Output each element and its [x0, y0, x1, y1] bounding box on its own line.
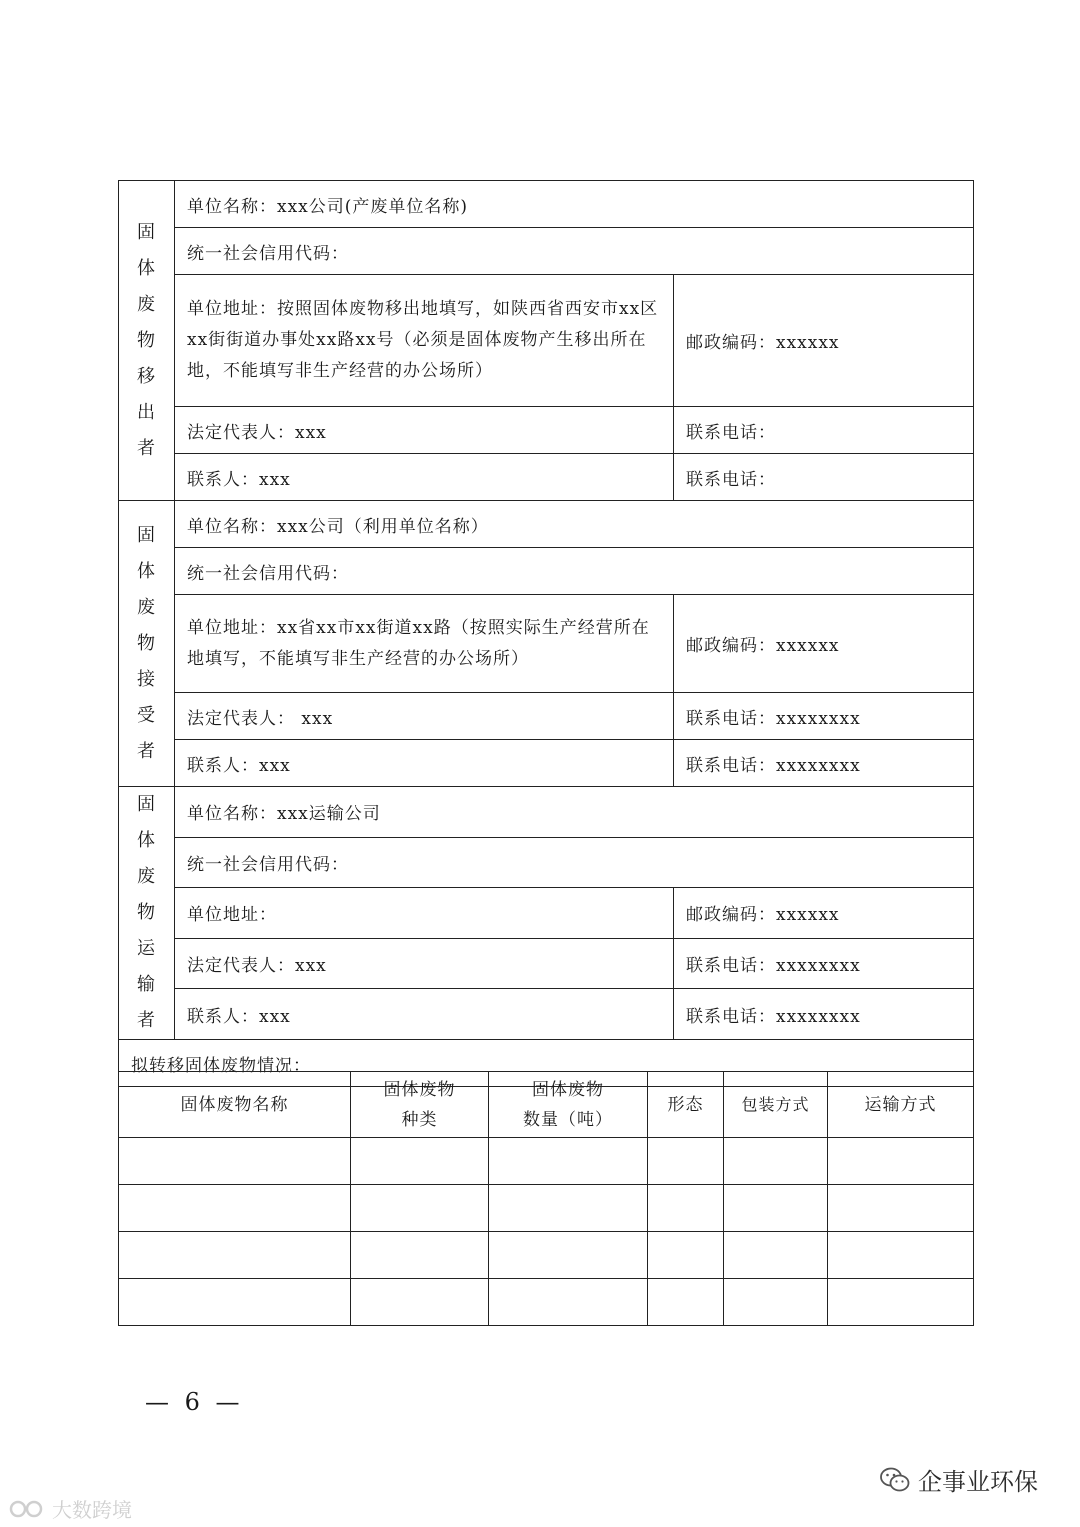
transporter-legal-rep: 法定代表人：xxx: [175, 938, 674, 989]
receiver-postcode: 邮政编码：xxxxxx: [674, 595, 974, 693]
table-cell[interactable]: [828, 1138, 974, 1185]
table-cell[interactable]: [119, 1279, 351, 1326]
watermark-left: [8, 1494, 132, 1523]
receiver-side-label: [119, 501, 175, 787]
table-cell[interactable]: [119, 1185, 351, 1232]
side-label-char: 移: [137, 365, 156, 387]
header-waste-name: 固体废物名称: [119, 1072, 351, 1138]
table-cell[interactable]: [648, 1279, 724, 1326]
transporter-unit-name: 单位名称：xxx运输公司: [175, 787, 974, 838]
table-row: [119, 1138, 974, 1185]
generator-side-label: [119, 181, 175, 501]
waste-table: [118, 1071, 974, 1326]
side-label-char: 废: [137, 596, 156, 618]
table-cell[interactable]: [648, 1232, 724, 1279]
header-transport: 运输方式: [828, 1072, 974, 1138]
table-cell[interactable]: [489, 1138, 648, 1185]
header-waste-quantity: 固体废物 数量（吨）: [489, 1072, 648, 1138]
watermark-right-text: 企事业环保: [918, 1468, 1038, 1496]
table-cell[interactable]: [351, 1185, 489, 1232]
side-label-char: 固: [137, 794, 156, 815]
table-cell[interactable]: [489, 1279, 648, 1326]
table-cell[interactable]: [828, 1185, 974, 1232]
side-label-char: 物: [137, 632, 156, 654]
side-label-char: 者: [137, 740, 156, 762]
side-label-char: 体: [137, 257, 156, 279]
receiver-contact: 联系人：xxx: [175, 740, 674, 787]
header-waste-type: 固体废物 种类: [351, 1072, 489, 1138]
transporter-address: 单位地址：: [175, 888, 674, 939]
table-row: [119, 1232, 974, 1279]
receiver-contact-phone: 联系电话：xxxxxxxx: [674, 740, 974, 787]
side-label-char: 物: [137, 902, 156, 923]
table-cell[interactable]: [119, 1138, 351, 1185]
transporter-postcode: 邮政编码：xxxxxx: [674, 888, 974, 939]
generator-contact: 联系人：xxx: [175, 454, 674, 501]
generator-address: 单位地址：按照固体废物移出地填写，如陕西省西安市xx区xx街街道办事处xx路xx号（必须是固体废物产生移出所在地，不能填写非生产经营的办公场所）: [175, 275, 674, 407]
side-label-char: 受: [137, 704, 156, 726]
receiver-legal-rep: 法定代表人： xxx: [175, 693, 674, 740]
side-label-char: 体: [137, 830, 156, 851]
table-cell[interactable]: [648, 1185, 724, 1232]
side-label-char: 固: [137, 524, 156, 546]
header-packaging: 包装方式: [724, 1072, 828, 1138]
table-cell[interactable]: [828, 1232, 974, 1279]
watermark-left-text: 大数跨境: [52, 1498, 132, 1522]
side-label-char: 者: [137, 437, 156, 459]
generator-contact-phone: 联系电话：: [674, 454, 974, 501]
header-form: 形态: [648, 1072, 724, 1138]
table-cell[interactable]: [724, 1138, 828, 1185]
side-label-char: 废: [137, 293, 156, 315]
table-cell[interactable]: [119, 1232, 351, 1279]
side-label-char: 体: [137, 560, 156, 582]
table-cell[interactable]: [351, 1232, 489, 1279]
table-cell[interactable]: [489, 1232, 648, 1279]
table-row: [119, 1279, 974, 1326]
side-label-char: 物: [137, 329, 156, 351]
table-cell[interactable]: [351, 1138, 489, 1185]
waste-table-header: [119, 1072, 974, 1138]
receiver-address: 单位地址：xx省xx市xx街道xx路（按照实际生产经营所在地填写，不能填写非生产经营的办公场所）: [175, 595, 674, 693]
table-cell[interactable]: [828, 1279, 974, 1326]
transporter-contact: 联系人：xxx: [175, 989, 674, 1040]
receiver-legal-phone: 联系电话：xxxxxxxx: [674, 693, 974, 740]
page-number: — 6 —: [145, 1388, 244, 1416]
table-cell[interactable]: [648, 1138, 724, 1185]
transporter-credit-code: 统一社会信用代码：: [175, 837, 974, 888]
waste-section-title: 拟转移固体废物情况：: [119, 1040, 974, 1087]
receiver-unit-name: 单位名称：xxx公司（利用单位名称）: [175, 501, 974, 548]
table-cell[interactable]: [724, 1232, 828, 1279]
side-label-char: 运: [137, 938, 156, 959]
table-cell[interactable]: [724, 1279, 828, 1326]
transporter-side-label: [119, 787, 175, 1040]
wechat-icon: [880, 1467, 910, 1493]
transfer-info-table: [118, 180, 974, 1087]
table-cell[interactable]: [489, 1185, 648, 1232]
side-label-char: 输: [137, 974, 156, 995]
table-row: [119, 1185, 974, 1232]
table-cell[interactable]: [724, 1185, 828, 1232]
generator-legal-phone: 联系电话：: [674, 407, 974, 454]
side-label-char: 废: [137, 866, 156, 887]
logo-icon: [8, 1499, 48, 1519]
generator-legal-rep: 法定代表人：xxx: [175, 407, 674, 454]
watermark-right: [880, 1462, 1038, 1497]
transporter-contact-phone: 联系电话：xxxxxxxx: [674, 989, 974, 1040]
transporter-legal-phone: 联系电话：xxxxxxxx: [674, 938, 974, 989]
side-label-char: 接: [137, 668, 156, 690]
table-cell[interactable]: [351, 1279, 489, 1326]
side-label-char: 者: [137, 1010, 156, 1031]
generator-unit-name: 单位名称：xxx公司(产废单位名称): [175, 181, 974, 228]
side-label-char: 出: [137, 401, 156, 423]
generator-credit-code: 统一社会信用代码：: [175, 228, 974, 275]
generator-postcode: 邮政编码：xxxxxx: [674, 275, 974, 407]
receiver-credit-code: 统一社会信用代码：: [175, 548, 974, 595]
side-label-char: 固: [137, 221, 156, 243]
